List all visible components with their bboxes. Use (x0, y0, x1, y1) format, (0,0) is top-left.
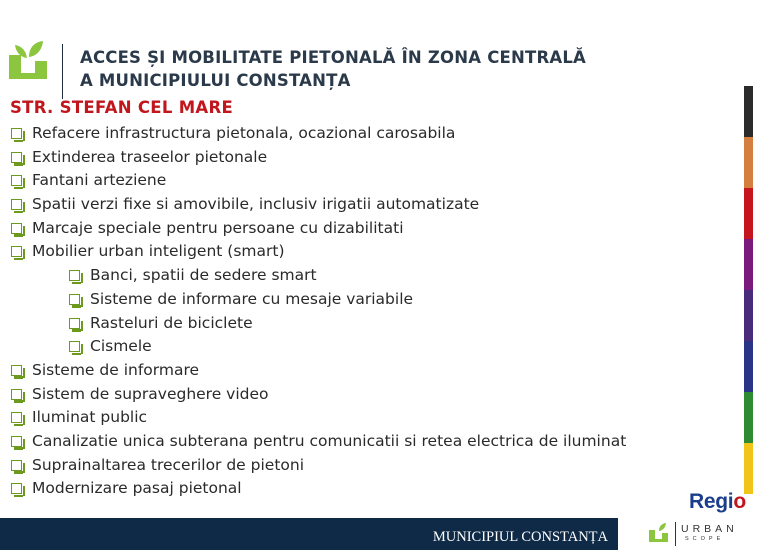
list-item (10, 477, 745, 501)
checkbox-bullet-icon (11, 460, 22, 471)
list-item-text: Sisteme de informare cu mesaje variabile (90, 289, 414, 308)
stripe-segment (744, 392, 753, 443)
footer-bar (0, 518, 618, 550)
regio-logo (689, 490, 746, 514)
checkbox-bullet-icon (11, 365, 22, 376)
list-item-text: Sisteme de informare (32, 360, 200, 379)
list-item (10, 240, 745, 264)
sub-list-item (68, 335, 745, 359)
list-item (10, 430, 745, 454)
list-item-text: Cismele (90, 337, 152, 356)
stripe-segment (744, 290, 753, 341)
urban-divider (675, 522, 676, 546)
checkbox-bullet-icon (11, 389, 22, 400)
list-item-text: Marcaje speciale pentru persoane cu dizabilitati (32, 218, 404, 237)
sub-list-item (68, 288, 745, 312)
list-item-text: Suprainaltarea trecerilor de pietoni (32, 455, 305, 474)
street-subtitle: STR. STEFAN CEL MARE (10, 98, 234, 117)
list-item (10, 193, 745, 217)
checkbox-bullet-icon (69, 318, 80, 329)
stripe-segment (744, 239, 753, 290)
sub-list-item (68, 312, 745, 336)
building-leaf-small-icon (648, 522, 670, 544)
title-line-2: A MUNICIPIULUI CONSTANȚA (80, 71, 351, 90)
checkbox-bullet-icon (69, 294, 80, 305)
list-item-text: Banci, spatii de sedere smart (90, 266, 317, 285)
regio-logo-text: Regi (689, 490, 734, 513)
checkbox-bullet-icon (11, 223, 22, 234)
list-item-text: Spatii verzi fixe si amovibile, inclusiv irigatii automatizate (32, 195, 480, 214)
list-item (10, 146, 745, 170)
title-line-1: ACCES ȘI MOBILITATE PIETONALĂ ÎN ZONA CENTRALĂ (80, 48, 587, 67)
regio-logo-o: o (733, 490, 746, 513)
checkbox-bullet-icon (11, 246, 22, 257)
list-item-text: Canalizatie unica subterana pentru comunicatii si retea electrica de iluminat (32, 431, 627, 450)
list-item (10, 406, 745, 430)
checkbox-bullet-icon (11, 175, 22, 186)
list-item (10, 169, 745, 193)
list-item-text: Rasteluri de biciclete (90, 313, 253, 332)
list-item (10, 383, 745, 407)
list-item-text: Iluminat public (32, 408, 148, 427)
checkbox-bullet-icon (69, 341, 80, 352)
footer-municipality: MUNICIPIUL CONSTANȚA (432, 529, 608, 545)
color-stripe (744, 86, 753, 494)
measures-list (10, 122, 745, 501)
list-item-text: Sistem de supraveghere video (32, 384, 269, 403)
checkbox-bullet-icon (11, 483, 22, 494)
stripe-segment (744, 188, 753, 239)
list-item (10, 217, 745, 241)
list-item (10, 122, 745, 146)
list-item-text: Extinderea traseelor pietonale (32, 147, 268, 166)
checkbox-bullet-icon (11, 199, 22, 210)
checkbox-bullet-icon (11, 128, 22, 139)
sub-list-item (68, 264, 745, 288)
stripe-segment (744, 341, 753, 392)
urban-text: URBAN (681, 523, 738, 535)
stripe-segment (744, 137, 753, 188)
scope-text: SCOPE (685, 536, 725, 542)
title-divider (62, 44, 63, 99)
list-item-text: Mobilier urban inteligent (smart) (32, 242, 285, 261)
checkbox-bullet-icon (11, 436, 22, 447)
list-item (10, 359, 745, 383)
checkbox-bullet-icon (11, 152, 22, 163)
building-leaf-logo-icon (7, 39, 51, 83)
list-item-text: Fantani arteziene (32, 171, 167, 190)
list-item-text: Modernizare pasaj pietonal (32, 479, 242, 498)
list-item (10, 454, 745, 478)
stripe-segment (744, 86, 753, 137)
checkbox-bullet-icon (69, 270, 80, 281)
urban-scope-logo (648, 520, 758, 550)
page-title (80, 46, 700, 92)
list-item-text: Refacere infrastructura pietonala, ocazional carosabila (32, 124, 456, 142)
stripe-segment (744, 443, 753, 494)
checkbox-bullet-icon (11, 412, 22, 423)
